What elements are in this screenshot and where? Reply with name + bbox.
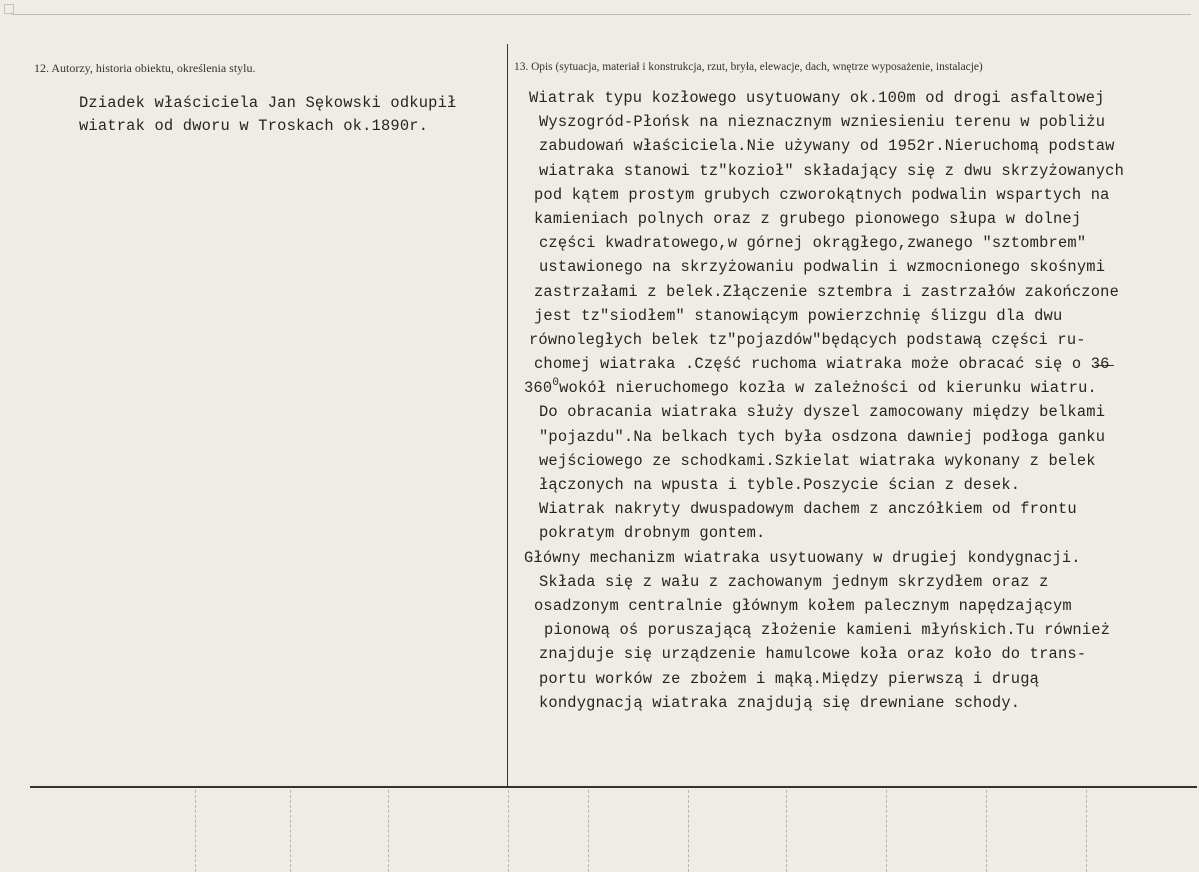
text-line: Wiatrak nakryty dwuspadowym dachem z anczółkiem od frontu (539, 500, 1077, 519)
text-line: chomej wiatraka .Część ruchoma wiatraka może obracać się o 3̶6̶ (534, 355, 1110, 374)
text-line: osadzonym centralnie głównym kołem palecznym napędzającym (534, 596, 1072, 615)
section-12-text (79, 92, 499, 138)
section-13-text (521, 86, 1191, 715)
text-line: wiatraka stanowi tz"kozioł" składający się z dwu skrzyżowanych (539, 161, 1125, 180)
rotation-angle: 360 (524, 379, 553, 398)
text-line: wiatrak od dworu w Troskach ok.1890r. (79, 117, 429, 135)
text-line: pionową oś poruszającą złożenie kamieni młyńskich.Tu również (544, 621, 1111, 640)
form-cell-divider (1086, 790, 1087, 872)
text-line: zabudowań właściciela.Nie używany od 1952r.Nieruchomą podstaw (539, 137, 1115, 156)
text-line: Wiatrak typu kozłowego usytuowany ok.100m od drogi asfaltowej (529, 89, 1105, 107)
scan-corner-mark (4, 4, 14, 14)
text-line: znajduje się urządzenie hamulcowe koła oraz koło do trans- (539, 645, 1087, 664)
text-line: Składa się z wału z zachowanym jednym skrzydłem oraz z (539, 572, 1049, 591)
bottom-rule (30, 786, 1197, 788)
text-line: części kwadratowego,w górnej okrągłego,zwanego "sztombrem" (539, 234, 1087, 253)
line-rest: wokół nieruchomego kozła w zależności od kierunku wiatru. (559, 379, 1097, 398)
text-line: równoległych belek tz"pojazdów"będących podstawą części ru- (529, 330, 1086, 349)
section-13-heading: 13. Opis (sytuacja, materiał i konstrukcja, rzut, bryła, elewacje, dach, wnętrze wyposażenie, instalacje) (514, 61, 983, 73)
top-rule (12, 14, 1191, 15)
column-divider (507, 44, 508, 786)
form-cell-divider (195, 790, 196, 872)
text-line: portu worków ze zbożem i mąką.Między pierwszą i drugą (539, 669, 1040, 688)
form-cell-divider (786, 790, 787, 872)
text-line: Wyszogród-Płońsk na nieznacznym wzniesieniu terenu w pobliżu (539, 113, 1106, 132)
text-line: Główny mechanizm wiatraka usytuowany w drugiej kondygnacji. (524, 548, 1081, 567)
text-line: pokratym drobnym gontem. (539, 524, 766, 543)
degree-superscript: 0 (552, 377, 560, 390)
text-line: jest tz"siodłem" stanowiącym powierzchnię ślizgu dla dwu (534, 306, 1063, 325)
form-cell-divider (388, 790, 389, 872)
text-line: zastrzałami z belek.Złączenie sztembra i zastrzałów zakończone (534, 282, 1120, 301)
form-cell-divider (508, 790, 509, 872)
text-line: Do obracania wiatraka służy dyszel zamocowany między belkami (539, 403, 1106, 422)
form-cell-divider (886, 790, 887, 872)
text-line: Dziadek właściciela Jan Sękowski odkupił (79, 94, 457, 112)
text-line: pod kątem prostym grubych czworokątnych podwalin wspartych na (534, 185, 1110, 204)
form-cell-divider (688, 790, 689, 872)
text-line: wejściowego ze schodkami.Szkielat wiatraka wykonany z belek (539, 451, 1096, 470)
text-line: łączonych na wpusta i tyble.Poszycie ścian z desek. (539, 476, 1021, 494)
section-12-heading: 12. Autorzy, historia obiektu, określenia stylu. (34, 61, 256, 75)
text-line: "pojazdu".Na belkach tych była osdzona dawniej podłoga ganku (539, 427, 1106, 446)
form-cell-divider (588, 790, 589, 872)
text-line: kondygnacją wiatraka znajdują się drewniane schody. (539, 693, 1021, 712)
form-cell-divider (290, 790, 291, 872)
text-line: ustawionego na skrzyżowaniu podwalin i wzmocnionego skośnymi (539, 258, 1106, 277)
text-line (521, 376, 1191, 400)
form-cell-divider (986, 790, 987, 872)
text-line: kamieniach polnych oraz z grubego pionowego słupa w dolnej (534, 209, 1082, 228)
